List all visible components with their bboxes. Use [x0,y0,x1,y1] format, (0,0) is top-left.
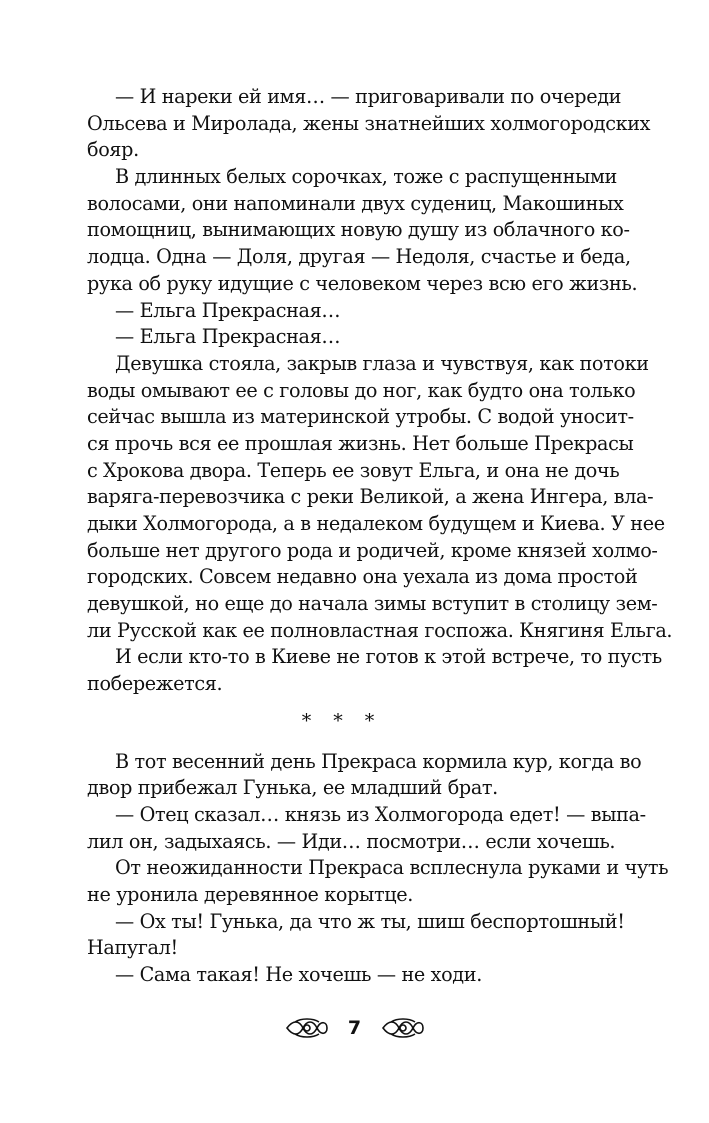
text-line: сейчас вышла из материнской утробы. С водой уносит- [87,405,634,429]
text-line: Девушка стояла, закрыв глаза и чувствуя, как потоки [115,351,649,375]
knot-ornament-icon [285,1016,329,1040]
text-line: — Ельга Прекрасная… [115,325,341,349]
text-line: бояр. [87,138,139,162]
text-line: — Сама такая! Не хочешь — не ходи. [115,963,482,986]
text-line: — Ельга Прекрасная… [115,298,341,322]
text-line: ли Русской как ее полновластная госпожа. Княгиня Ельга. [87,618,673,642]
page-body [87,84,673,989]
text-line: двор прибежал Гунька, ее младший брат. [87,776,498,800]
text-line: лил он, задыхаясь. — Иди… посмотри… если хочешь. [87,829,616,853]
text-line: воды омывают ее с головы до ног, как будто она только [87,378,636,402]
text-line: ся прочь вся ее прошлая жизнь. Нет больше Прекрасы [87,431,634,455]
text-line: Ольсева и Миролада, жены знатнейших холмогородских [87,111,651,135]
text-line: В тот весенний день Прекраса кормила кур, когда во [115,749,642,773]
text-line: не уронила деревянное корытце. [87,882,413,906]
text-line: девушкой, но еще до начала зимы вступит в столицу зем- [87,592,658,616]
text-line: — Отец сказал… князь из Холмогорода едет! — выпа- [115,802,646,826]
section-separator: * * * [301,709,383,732]
text-line: помощниц, вынимающих новую душу из облачного ко- [87,218,630,242]
text-line: варяга-перевозчика с реки Великой, а жена Ингера, вла- [87,485,654,509]
page-footer [0,1010,709,1046]
text-line: В длинных белых сорочках, тоже с распущенными [115,165,617,189]
text-line: волосами, они напоминали двух судениц, Макошиных [87,191,624,215]
text-line: — И нареки ей имя… — приговаривали по очереди [115,85,622,108]
text-line: городских. Совсем недавно она уехала из дома простой [87,565,638,589]
text-line: с Хрокова двора. Теперь ее зовут Ельга, и она не дочь [87,458,620,482]
page-number: 7 [347,1017,362,1039]
text-line: рука об руку идущие с человеком через всю его жизнь. [87,271,638,295]
knot-ornament-icon [381,1016,425,1040]
text-line: И если кто-то в Киеве не готов к этой встрече, то пусть [115,645,662,669]
text-line: Напугал! [87,936,178,960]
text-line: От неожиданности Прекраса всплеснула руками и чуть [115,856,669,880]
text-line: дыки Холмогорода, а в недалеком будущем и Киева. У нее [87,512,665,535]
text-line: побережется. [87,672,223,696]
text-line: больше нет другого рода и родичей, кроме князей холмо- [87,538,658,562]
text-line: лодца. Одна — Доля, другая — Недоля, счастье и беда, [87,245,631,269]
text-line: — Ох ты! Гунька, да что ж ты, шиш беспортошный! [115,909,625,933]
